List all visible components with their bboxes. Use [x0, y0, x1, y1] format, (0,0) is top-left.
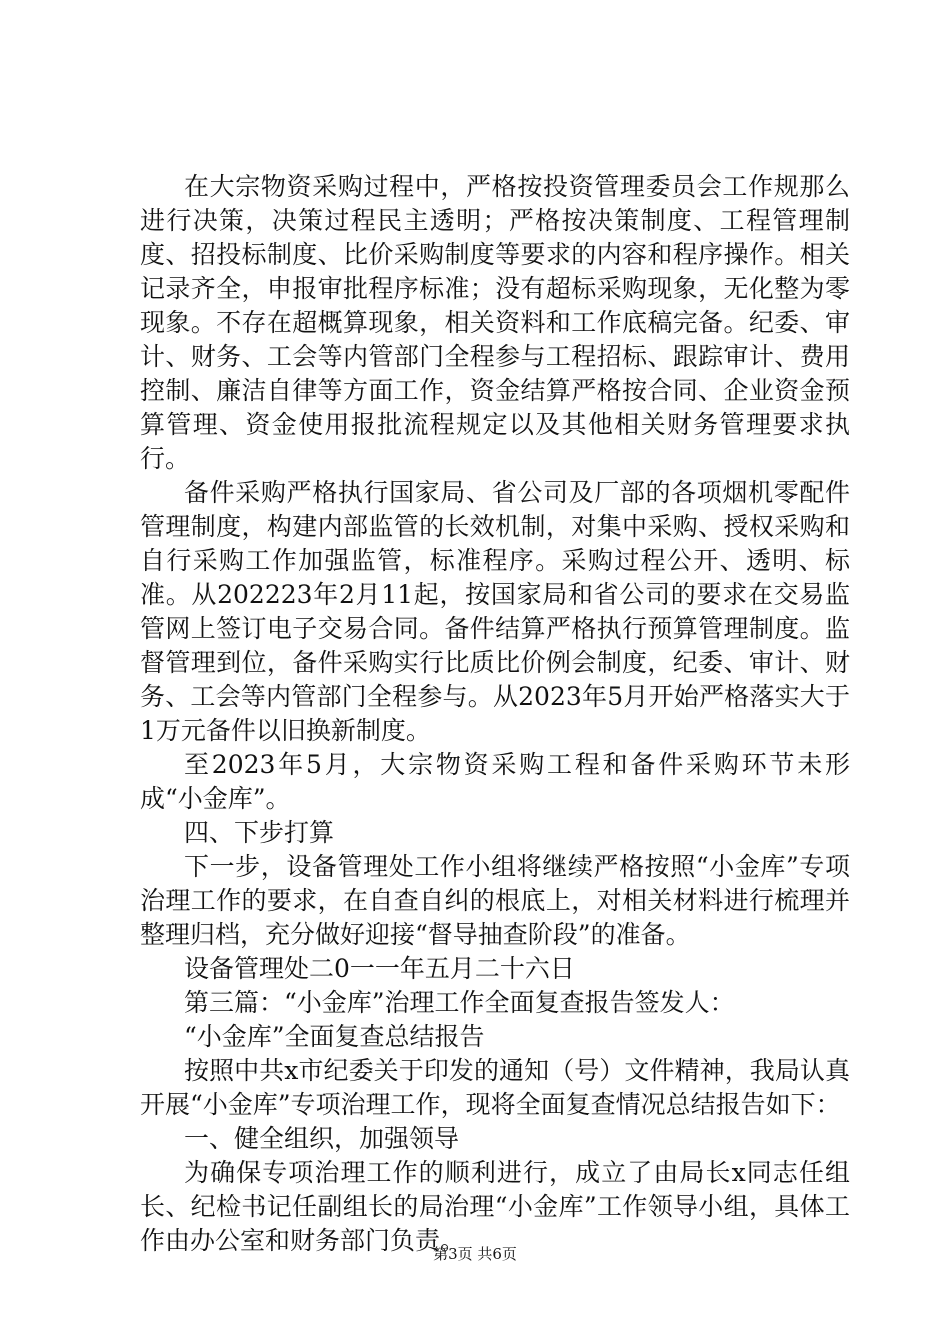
- signature-date: 设备管理处二0一一年五月二十六日: [184, 954, 575, 983]
- paragraph-bulk-procurement: 在大宗物资采购过程中，严格按投资管理委员会工作规那么进行决策，决策过程民主透明；严格按决策制度、工程管理制度、招投标制度、比价采购制度等要求的内容和程序操作。相关记录齐全，申报审批程序标准；没有超标采购现象，无化整为零现象。不存在超概算现象，相关资料和工作底稿完备。纪委、审计、财务、工会等内管部门全程参与工程招标、跟踪审计、费用控制、廉洁自律等方面工作，资金结算严格按合同、企业资金预算管理、资金使用报批流程规定以及其他相关财务管理要求执行。: [140, 172, 850, 473]
- article-title-line: 第三篇：“小金库”治理工作全面复查报告签发人：: [184, 988, 735, 1017]
- paragraph-conclusion: 至2023年5月，大宗物资采购工程和备件采购环节未形成“小金库”。: [140, 750, 850, 813]
- paragraph-organization: 为确保专项治理工作的顺利进行，成立了由局长x同志任组长、纪检书记任副组长的局治理“小金库”工作领导小组，具体工作由办公室和财务部门负责。: [140, 1158, 850, 1255]
- paragraph-spare-parts: 备件采购严格执行国家局、省公司及厂部的各项烟机零配件管理制度，构建内部监管的长效机制，对集中采购、授权采购和自行采购工作加强监管，标准程序。采购过程公开、透明、标准。从202223年2月11起，按国家局和省公司的要求在交易监管网上签订电子交易合同。备件结算严格执行预算管理制度。监督管理到位，备件采购实行比质比价例会制度，纪委、审计、财务、工会等内管部门全程参与。从2023年5月开始严格落实大于1万元备件以旧换新制度。: [140, 478, 850, 745]
- document-body: [140, 170, 850, 1258]
- section-heading-next-steps: 四、下步打算: [184, 818, 335, 847]
- paragraph-intro: 按照中共x市纪委关于印发的通知（号）文件精神，我局认真开展“小金库”专项治理工作，现将全面复查情况总结报告如下：: [140, 1056, 850, 1119]
- section-heading-organization: 一、健全组织，加强领导: [184, 1124, 460, 1153]
- paragraph-next-steps: 下一步，设备管理处工作小组将继续严格按照“小金库”专项治理工作的要求，在自查自纠的根底上，对相关材料进行梳理并整理归档，充分做好迎接“督导抽查阶段”的准备。: [140, 852, 850, 949]
- page-number: 第3页 共6页: [433, 1245, 517, 1263]
- report-title: “小金库”全面复查总结报告: [184, 1022, 485, 1051]
